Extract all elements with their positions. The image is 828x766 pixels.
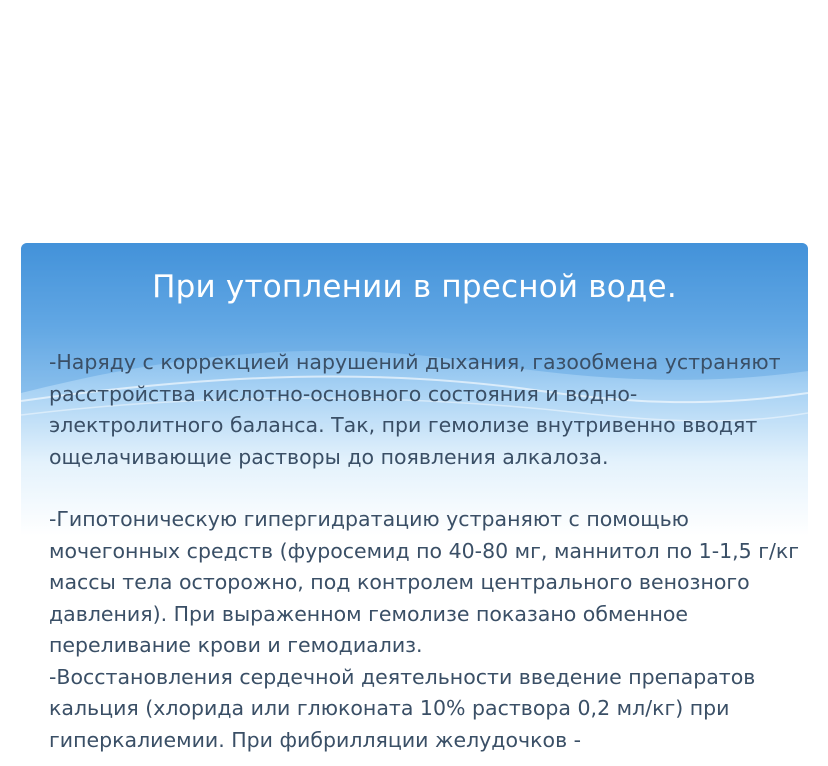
slide-body [49, 347, 801, 756]
slide [21, 243, 808, 766]
paragraph-1: -Наряду с коррекцией нарушений дыхания, газообмена устраняют расстройства кислотно-основного состояния и водно-электролитного баланса. Так, при гемолизе внутривенно вводят ощелачивающие растворы до появления алкалоза. [49, 350, 781, 469]
slide-title: При утоплении в пресной воде. [152, 269, 677, 305]
paragraph-3: -Восстановления сердечной деятельности введение препаратов кальция (хлорида или глюконата 10% раствора 0,2 мл/кг) при гиперкалиемии. При фибрилляции желудочков - [49, 664, 756, 752]
paragraph-2: -Гипотоническую гипергидратацию устраняют с помощью мочегонных средств (фуросемид по 40-80 мг, маннитол по 1-1,5 г/кг массы тела осторожно, под контролем центрального венозного давления). При выраженном гемолизе показано обменное переливание крови и гемодиализ. [49, 507, 800, 657]
